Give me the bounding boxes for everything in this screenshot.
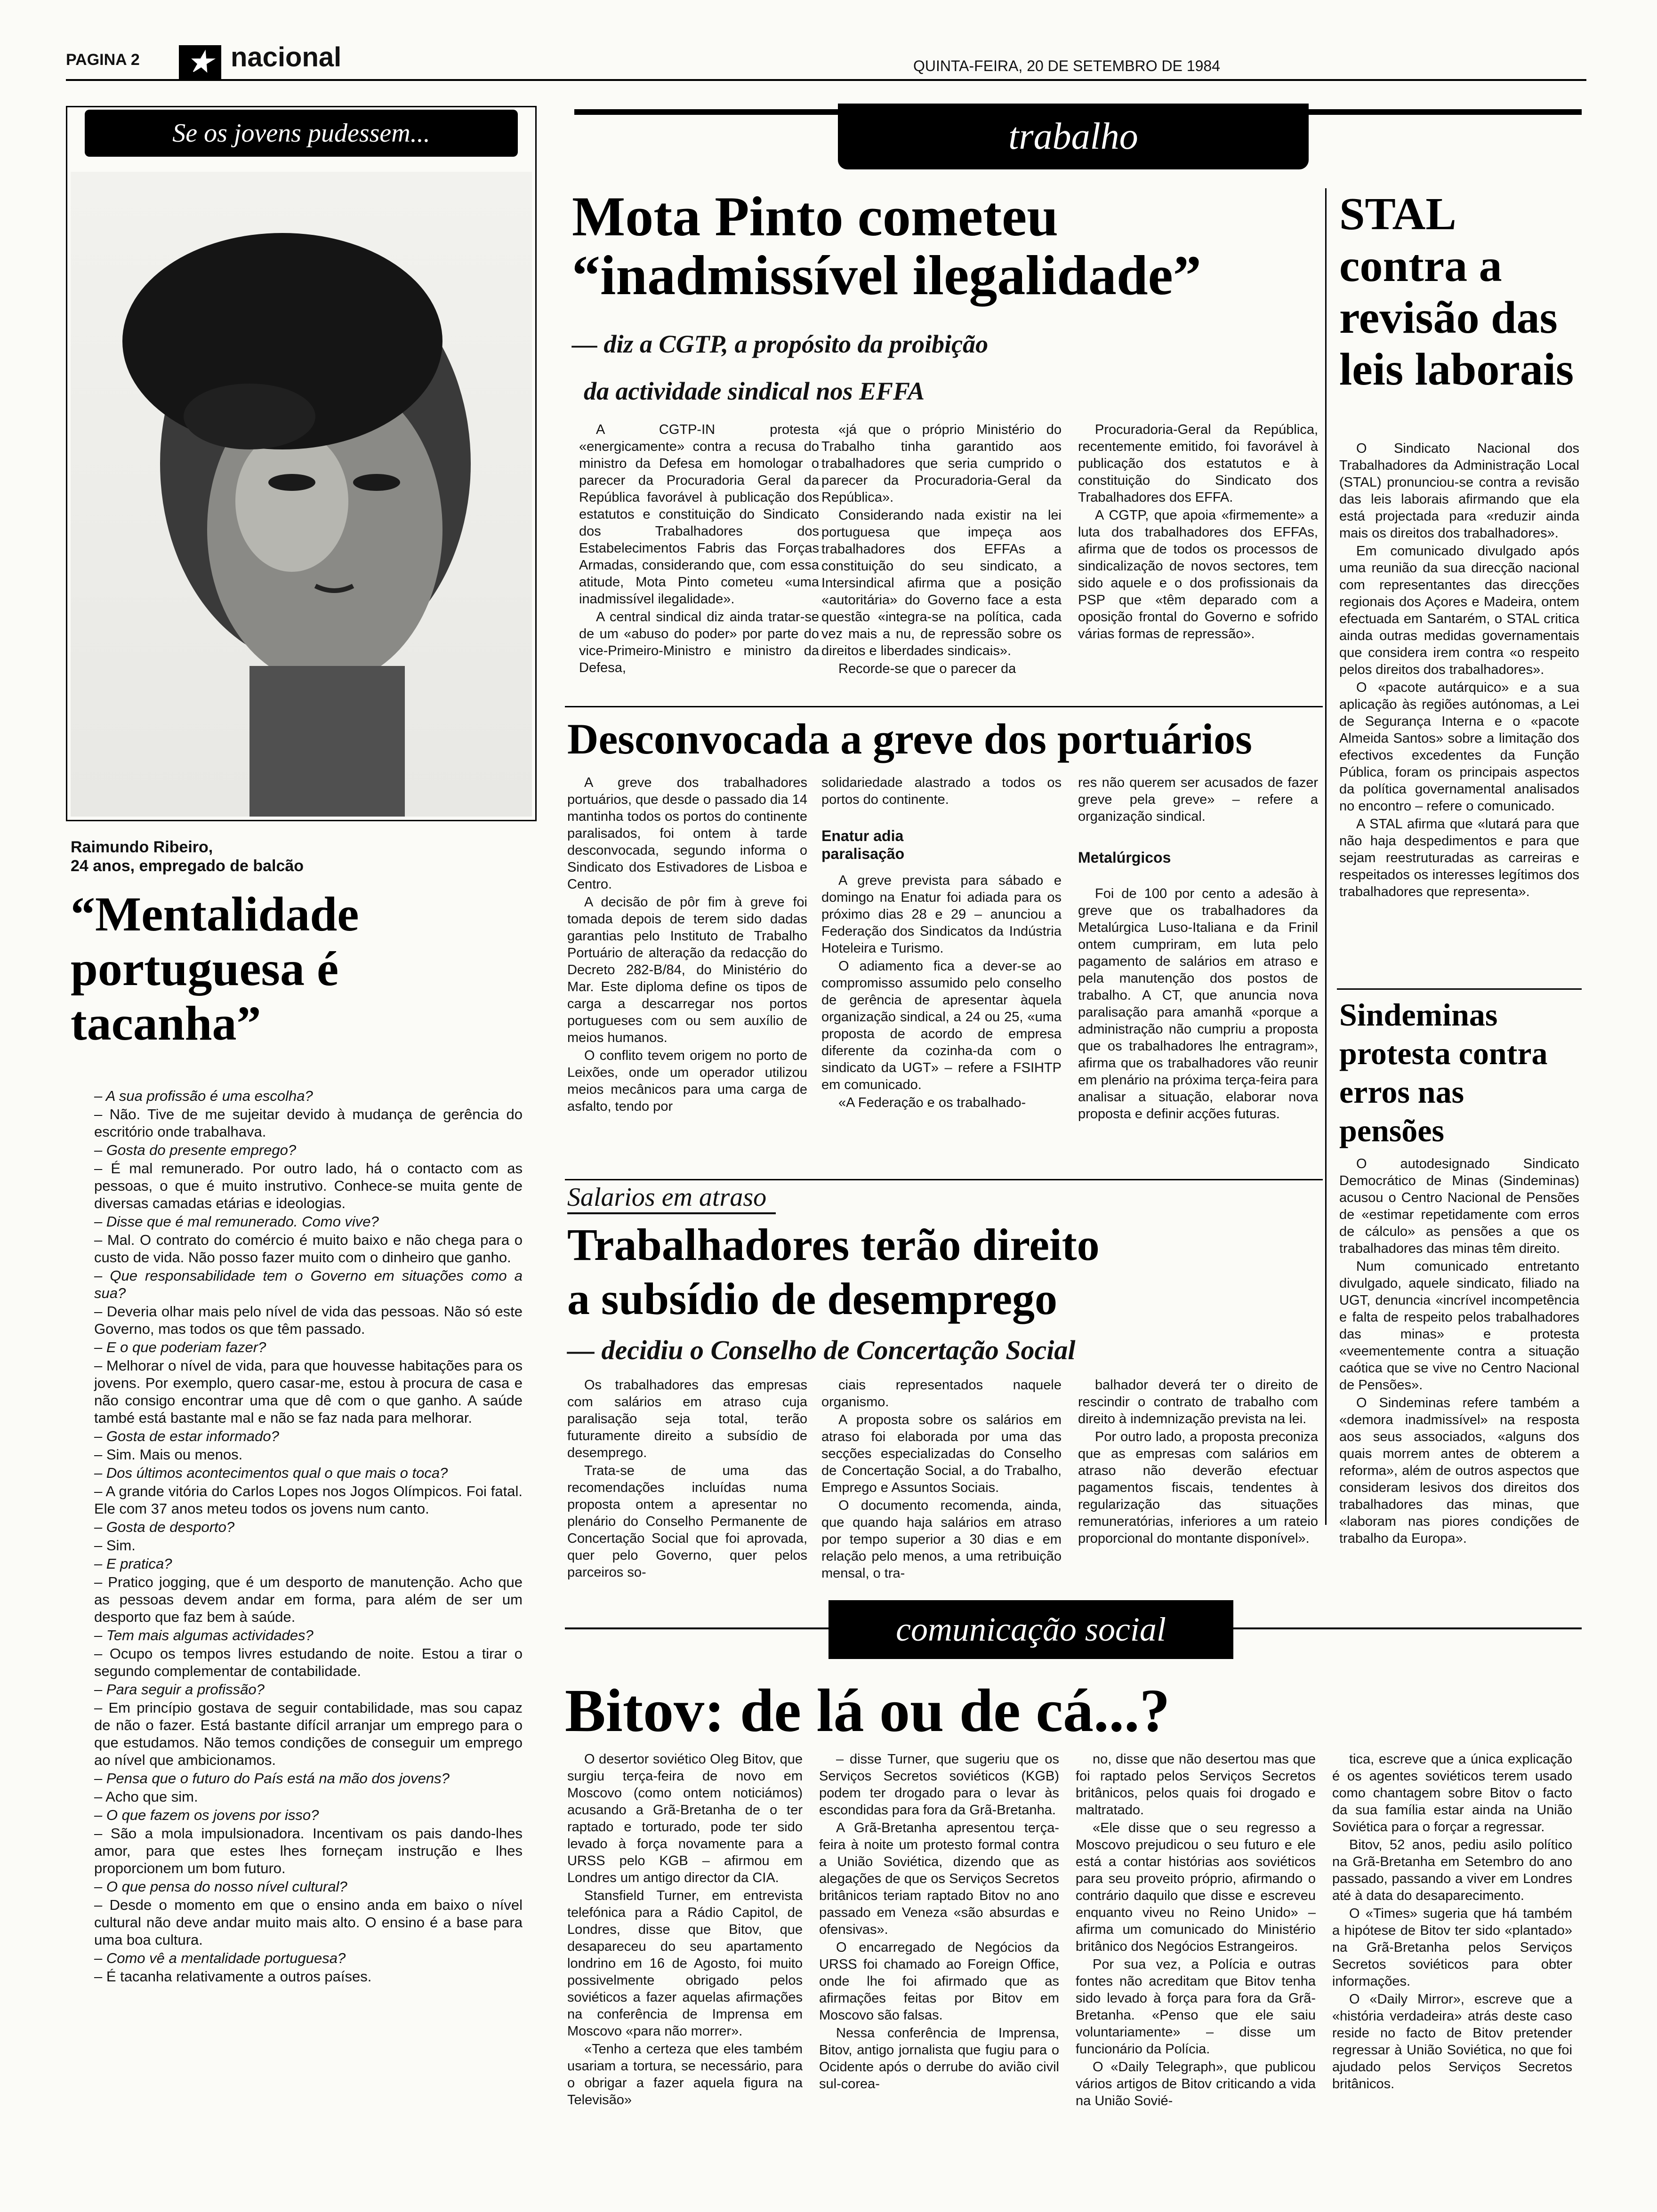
paragraph: O «Times» sugeria que há também a hipótese de Bitov ter sido «plantado» na Grã-Bretanha pelos Serviços Secretos soviéticos para obter informações. bbox=[1332, 1906, 1572, 1989]
paragraph: – disse Turner, que sugeriu que os Serviços Secretos soviéticos (KGB) podem ter drogado para o levar às escondidas para fora da Grã-Bretanha. bbox=[819, 1752, 1059, 1818]
youth-banner-text: Se os jovens pudessem... bbox=[172, 119, 430, 148]
paragraph: A proposta sobre os salários em atraso foi elaborada por uma das secções especializadas do Conselho de Concertação Social, a do Trabalho, Emprego e Assuntos Sociais. bbox=[821, 1412, 1062, 1495]
paragraph: O documento recomenda, ainda, que quando haja salários em atraso por tempo superior a 30 dias e em relação pelo menos, a uma retribuição mensal, o tra- bbox=[821, 1498, 1062, 1581]
comunicacao-rule-left bbox=[565, 1627, 828, 1629]
paragraph: O desertor soviético Oleg Bitov, que surgiu terça-feira de novo em Moscovo (como ontem noticiámos) acusando a Grã-Bretanha de o ter raptado e torturado, pode ter sido levado à força novamente para a URSS pelo KGB – afirmou em Londres um antigo director da CIA. bbox=[567, 1752, 803, 1885]
greve-headline: Desconvocada a greve dos portuários bbox=[567, 715, 1252, 763]
interview-headline: “Mentalidade portuguesa é tacanha” bbox=[71, 887, 359, 1050]
vertical-divider bbox=[1325, 188, 1327, 1525]
greve-col-3-wrap bbox=[1078, 774, 1318, 1123]
enatur-subhead: Enatur adia paralisação bbox=[821, 827, 905, 862]
bitov-col-4 bbox=[1332, 1751, 1572, 2093]
paragraph: Por sua vez, a Polícia e outras fontes não acreditam que Bitov tenha sido levado à força para fora da Grã-Bretanha. «Penso que ele saiu voluntariamente» – disse um funcionário da Polícia. bbox=[1076, 1957, 1316, 2057]
sindeminas-headline: Sindeminas protesta contra erros nas pensões bbox=[1339, 997, 1548, 1148]
sindeminas-rule bbox=[1337, 988, 1582, 990]
section-logo-icon: ★ bbox=[179, 45, 221, 79]
salarios-headline-2: a subsídio de desemprego bbox=[567, 1274, 1058, 1324]
masthead-rule bbox=[66, 79, 1586, 81]
interview-question: – E o que poderiam fazer? bbox=[94, 1339, 266, 1355]
comunicacao-banner-text: comunicação social bbox=[896, 1611, 1166, 1648]
interview-answer: – É mal remunerado. Por outro lado, há o contacto com as pessoas, o que é muito instrutivo. Conhece-se muita gente de diversas camadas etárias e ideologias. bbox=[94, 1160, 523, 1211]
page-label: PAGINA 2 bbox=[66, 51, 140, 69]
paragraph: O conflito tevem origem no porto de Leixões, onde um operador utilizou meios mecânicos para uma carga de asfalto, tendo por bbox=[567, 1048, 807, 1114]
paragraph: Considerando nada existir na lei portuguesa que impeça aos trabalhadores dos EFFAs a constituição do seu sindicato, a Intersindical afirma que a posição «autoritária» do Governo face a esta questão «integra-se na política, cada vez mais a nu, de repressão sobre os direitos e liberdades sindicais». bbox=[821, 508, 1062, 658]
paragraph: Recorde-se que o parecer da bbox=[838, 661, 1016, 676]
paragraph: Trata-se de uma das recomendações incluídas numa proposta ontem a apresentar no plenário do Conselho Permanente de Concertação Social que foi aprovada, quer pelo Governo, quer pelos parceiros so- bbox=[567, 1463, 807, 1580]
paragraph: «A Federação e os trabalhado- bbox=[838, 1095, 1026, 1110]
interview-answer: – Deveria olhar mais pelo nível de vida das pessoas. Não só este Governo, mas todos os que têm passado. bbox=[94, 1303, 523, 1337]
paragraph: balhador deverá ter o direito de rescindir o contrato de trabalho com direito à indemnização prevista na lei. bbox=[1078, 1378, 1318, 1427]
comunicacao-rule-right bbox=[1233, 1627, 1582, 1629]
interview-question: – O que fazem os jovens por isso? bbox=[94, 1807, 319, 1823]
paragraph: O encarregado de Negócios da URSS foi chamado ao Foreign Office, onde lhe foi afirmado que as afirmações feitas por Bitov em Moscovo são falsas. bbox=[819, 1940, 1059, 2023]
greve-col-2-wrap bbox=[821, 774, 1062, 1112]
mota-headline-2: “inadmissível ilegalidade” bbox=[572, 244, 1201, 306]
trabalho-banner-text: trabalho bbox=[1008, 116, 1138, 157]
greve-col-3-top: res não querem ser acusados de fazer greve pela greve» – refere a organização sindical. bbox=[1078, 775, 1318, 824]
interview-body bbox=[71, 1087, 523, 1986]
paragraph: A greve prevista para sábado e domingo na Enatur foi adiada para os próximo dias 28 e 29 – anunciou a Federação dos Sindicatos da Indústria Hoteleira e Turismo. bbox=[821, 873, 1062, 956]
salarios-rule-top bbox=[565, 1179, 1323, 1180]
interview-question: – Pensa que o futuro do País está na mão dos jovens? bbox=[94, 1770, 450, 1787]
paragraph: Os trabalhadores das empresas com salários em atraso cuja paralisação seja total, terão futuramente direito a subsídio de desemprego. bbox=[567, 1378, 807, 1460]
paragraph: A STAL afirma que «lutará para que não haja despedimentos e para que sejam reestruturadas as carreiras e respeitados os interesses legítimos dos trabalhadores que representa». bbox=[1339, 817, 1579, 899]
paragraph: ciais representados naquele organismo. bbox=[821, 1378, 1062, 1410]
paragraph: O «Daily Telegraph», que publicou vários artigos de Bitov criticando a vida na União Sovié- bbox=[1076, 2060, 1316, 2108]
trabalho-rule-right bbox=[1309, 109, 1582, 115]
interview-answer: – É tacanha relativamente a outros países. bbox=[94, 1968, 372, 1985]
paragraph: A CGTP-IN protesta «energicamente» contra a recusa do ministro da Defesa em homologar o parecer da Procuradoria Geral da República favorável à publicação dos estatutos e constituição do Sindicato dos Trabalhadores dos Estabelecimentos Fabris das Forças Armadas, considerando que, com essa atitude, Mota Pinto cometeu «uma inadmissível ilegalidade». bbox=[579, 422, 819, 607]
portrait-photo bbox=[71, 172, 532, 817]
section-name: nacional bbox=[231, 42, 342, 72]
mota-col-3 bbox=[1078, 421, 1318, 643]
bitov-headline: Bitov: de lá ou de cá...? bbox=[565, 1677, 1170, 1745]
greve-col-3 bbox=[1078, 885, 1318, 1122]
salarios-subheadline: — decidiu o Conselho de Concertação Social bbox=[567, 1335, 1076, 1365]
greve-rule-top bbox=[565, 706, 1323, 707]
interview-answer: – Sim. Mais ou menos. bbox=[94, 1446, 243, 1463]
interview-answer: – Em princípio gostava de seguir contabilidade, mas sou capaz de não o fazer. Está bastante difícil arranjar um emprego para o que estudamos. Não temos condições de conseguir um emprego ao nível que ambicionamos. bbox=[94, 1699, 523, 1768]
interview-answer: – Pratico jogging, que é um desporto de manutenção. Acho que as pessoas devem andar em forma, para além de ser um desporto que faz bem à saúde. bbox=[94, 1574, 523, 1625]
paragraph: Em comunicado divulgado após uma reunião da sua direcção nacional com representantes das direcções regionais dos Açores e Madeira, ontem efectuada em Santarém, o STAL critica ainda outras medidas governamentais que considera irem contra «o respeito pelos direitos dos trabalhadores». bbox=[1339, 544, 1579, 677]
interview-answer: – Mal. O contrato do comércio é muito baixo e não chega para o custo de vida. Não posso fazer muito com o dinheiro que ganho. bbox=[94, 1232, 523, 1266]
mota-subheadline-1: — diz a CGTP, a propósito da proibição bbox=[572, 330, 989, 358]
mota-headline-1: Mota Pinto cometeu bbox=[572, 185, 1059, 248]
paragraph: Por outro lado, a proposta preconiza que as empresas com salários em atraso não deverão efectuar pagamentos fiscais, tendentes à regularização das situações remuneratórias, inferiores a um rateio proporcional do montante disponível». bbox=[1078, 1429, 1318, 1546]
bitov-col-3 bbox=[1076, 1751, 1316, 2110]
paragraph: O autodesignado Sindicato Democrático de Minas (Sindeminas) acusou o Centro Nacional de Pensões de «estimar repetidamente com erros de cálculo» as pensões a que os trabalhadores das minas têm direito. bbox=[1339, 1156, 1579, 1256]
paragraph: O Sindicato Nacional dos Trabalhadores da Administração Local (STAL) pronunciou-se contra a revisão das leis laborais afirmando que ela está projectada para «reduzir ainda mais os direitos dos trabalhadores». bbox=[1339, 441, 1579, 541]
left-column bbox=[66, 106, 537, 2111]
paragraph: A Grã-Bretanha apresentou terça-feira à noite um protesto formal contra a União Soviética, dizendo que as alegações de que os Serviços Secretos britânicos teriam raptado Bitov no ano passado em Veneza «são absurdas e ofensivas». bbox=[819, 1820, 1059, 1937]
masthead bbox=[0, 0, 1657, 85]
mota-col-2 bbox=[821, 421, 1062, 678]
interview-question: – Gosta do presente emprego? bbox=[94, 1142, 297, 1158]
paragraph: Stansfield Turner, em entrevista telefónica para a Rádio Capitol, de Londres, disse que Bitov, que desapareceu do seu apartamento londrino em 16 de Agosto, foi muito possivelmente obrigado pelos soviéticos a fazer aquelas afirmações na conferência de Imprensa em Moscovo «para não morrer». bbox=[567, 1888, 803, 2039]
paragraph: O «Daily Mirror», escreve que a «história verdadeira» atrás deste caso reside no facto de Bitov pretender regressar à União Soviética, no que foi ajudado pelos Serviços Secretos britânicos. bbox=[1332, 1992, 1572, 2092]
interview-question: – Como vê a mentalidade portuguesa? bbox=[94, 1950, 346, 1966]
paragraph: O adiamento fica a dever-se ao compromisso assumido pelo conselho de gerência de apresentar àquela organização sindical, a 24 ou 25, «uma proposta de acordo de empresa diferente da cozinha-da com o sindicato da UGT» – refere a FSIHTP em comunicado. bbox=[821, 959, 1062, 1092]
bitov-col-1 bbox=[567, 1751, 803, 2109]
salarios-kicker: Salarios em atraso bbox=[567, 1182, 776, 1214]
interview-question: – Gosta de estar informado? bbox=[94, 1428, 279, 1444]
sindeminas-body bbox=[1339, 1155, 1579, 1548]
paragraph: A CGTP, que apoia «firmemente» a luta dos trabalhadores dos EFFAs, afirma que de todos os processos de sindicalização de novos sectores, tem sido aquele e o dos profissionais da PSP que «têm deparado com a oposição frontal do Governo e sofrido várias formas de repressão». bbox=[1078, 508, 1318, 641]
paragraph: no, disse que não desertou mas que foi raptado pelos Serviços Secretos britânicos, pelos quais foi drogado e maltratado. bbox=[1076, 1752, 1316, 1818]
interview-answer: – Não. Tive de me sujeitar devido à mudança de gerência do escritório onde trabalhava. bbox=[94, 1106, 523, 1140]
issue-date: QUINTA-FEIRA, 20 DE SETEMBRO DE 1984 bbox=[913, 57, 1221, 74]
stal-body bbox=[1339, 440, 1579, 901]
paragraph: A greve dos trabalhadores portuários, que desde o passado dia 14 mantinha todos os portos do continente paralisados, foi ontem à tarde desconvocada, segundo informa o Sindicato dos Estivadores de Lisboa e Centro. bbox=[567, 775, 807, 892]
interview-question: – Para seguir a profissão? bbox=[94, 1681, 265, 1698]
interview-question: – O que pensa do nosso nível cultural? bbox=[94, 1878, 347, 1895]
paragraph: A decisão de pôr fim à greve foi tomada depois de terem sido dadas garantias pelo Instituto de Trabalho Portuário de alteração da redacção do Decreto 282-B/84, do Ministério do Mar. Este diploma define os tipos de carga a descarregar nos portos portugueses com ou sem auxílio de meios humanos. bbox=[567, 895, 807, 1045]
greve-col-1 bbox=[567, 774, 807, 1116]
paragraph: «Ele disse que o seu regresso a Moscovo prejudicou o seu futuro e ele está a contar histórias aos soviéticos para seu proveito próprio, afirmando o contrário daquilo que disse e escreveu enquanto viveu no Reino Unido» – afirma um comunicado do Ministério britânico dos Negócios Estrangeiros. bbox=[1076, 1820, 1316, 1954]
salarios-col-2 bbox=[821, 1377, 1062, 1583]
salarios-col-3 bbox=[1078, 1377, 1318, 1548]
stal-headline: STAL contra a revisão das leis laborais bbox=[1339, 189, 1574, 395]
interview-question: – Disse que é mal remunerado. Como vive? bbox=[94, 1213, 379, 1230]
paragraph: Procuradoria-Geral da República, recentemente emitido, foi favorável à publicação dos estatutos e à constituição do Sindicato dos Trabalhadores dos EFFA. bbox=[1078, 422, 1318, 505]
paragraph: tica, escreve que a única explicação é os agentes soviéticos terem usado como chantagem sobre Bitov o facto da sua família estar ainda na União Soviética para o forçar a regressar. bbox=[1332, 1752, 1572, 1835]
paragraph: Nessa conferência de Imprensa, Bitov, antigo jornalista que fugiu para o Ocidente após o derrube do avião civil sul-corea- bbox=[819, 2026, 1059, 2092]
paragraph: O Sindeminas refere também a «demora inadmissível» na resposta aos seus associados, «alguns dos quais morrem antes de obterem a reforma», além de outros aspectos que consideram lesivos dos direitos dos trabalhadores das minas, que «laboram nas piores condições de trabalho da Europa». bbox=[1339, 1395, 1579, 1546]
salarios-headline-1: Trabalhadores terão direito bbox=[567, 1219, 1100, 1270]
paragraph: Bitov, 52 anos, pediu asilo político na Grã-Bretanha em Setembro do ano passado, passando a viver em Londres até à data do desaparecimento. bbox=[1332, 1837, 1572, 1903]
bitov-col-2 bbox=[819, 1751, 1059, 2093]
interview-question: – Que responsabilidade tem o Governo em situações como a sua? bbox=[94, 1267, 523, 1301]
paragraph: Foi de 100 por cento a adesão à greve que os trabalhadores da Metalúrgica Luso-Italiana e da Frinil ontem cumpriram, em luta pelo pagamento de salários em atraso e pela manutenção dos postos de trabalho. A CT, que anuncia nova paralisação para amanhã «porque a administração não cumpriu a proposta que os trabalhadores lhe entragram», afirma que os trabalhadores vão reunir em plenário na próxima terça-feira para analisar a situação, elaborar nova proposta e definir acções futuras. bbox=[1078, 886, 1318, 1122]
interview-question: – Tem mais algumas actividades? bbox=[94, 1627, 314, 1643]
trabalho-banner bbox=[838, 104, 1309, 169]
interview-answer: – Ocupo os tempos livres estudando de noite. Estou a tirar o segundo complementar de contabilidade. bbox=[94, 1645, 523, 1679]
interview-answer: – Melhorar o nível de vida, para que houvesse habitações para os jovens. Por exemplo, quero casar-me, estou à procura de casa e não consigo encontrar uma que dê com o que ganho. A saúde també está bastante mal e não se faz nada para melhorar. bbox=[94, 1357, 523, 1426]
photo-caption-detail: 24 anos, empregado de balcão bbox=[71, 857, 304, 875]
mota-subheadline-2: da actividade sindical nos EFFA bbox=[584, 377, 925, 405]
paragraph: A central sindical diz ainda tratar-se de um «abuso do poder» por parte do vice-Primeiro-Ministro e ministro da Defesa, bbox=[579, 609, 819, 675]
paragraph: «já que o próprio Ministério do Trabalho tinha garantido aos trabalhadores que seria cumprido o parecer da Procuradoria-Geral da República». bbox=[821, 422, 1062, 505]
portrait-svg bbox=[71, 172, 532, 817]
interview-answer: – Desde o momento em que o ensino anda em baixo o nível cultural não deve andar muito mais alto. O ensino é a base para uma boa cultura. bbox=[94, 1897, 523, 1948]
interview-question: – A sua profissão é uma escolha? bbox=[94, 1088, 313, 1104]
mota-col-1 bbox=[579, 421, 819, 677]
photo-caption-name: Raimundo Ribeiro, bbox=[71, 838, 213, 856]
paragraph: Num comunicado entretanto divulgado, aquele sindicato, filiado na UGT, denuncia «incrível incompetência e falta de respeito pelos trabalhadores das minas» e protesta «veementemente contra a situação caótica que se vive no Centro Nacional de Pensões». bbox=[1339, 1259, 1579, 1393]
interview-question: – Dos últimos acontecimentos qual o que mais o toca? bbox=[94, 1465, 448, 1481]
salarios-col-1 bbox=[567, 1377, 807, 1582]
interview-answer: – São a mola impulsionadora. Incentivam os pais dando-lhes amor, para que estes lhes forneçam instrução e lhes proporcionem um bom futuro. bbox=[94, 1825, 523, 1876]
interview-question: – Gosta de desporto? bbox=[94, 1519, 235, 1535]
greve-col-2 bbox=[821, 872, 1062, 1111]
interview-answer: – Acho que sim. bbox=[94, 1788, 198, 1805]
trabalho-rule-left bbox=[574, 109, 838, 115]
paragraph: O «pacote autárquico» e a sua aplicação às regiões autónomas, a Lei de Segurança Interna e o «pacote Almeida Santos» sobre a limitação dos efectivos excedentes da Função Pública, foram os principais aspectos da política governamental analisados no encontro – refere o comunicado. bbox=[1339, 680, 1579, 814]
comunicacao-banner bbox=[828, 1600, 1233, 1659]
greve-col-2-top: solidariedade alastrado a todos os portos do continente. bbox=[821, 775, 1062, 807]
interview-answer: – A grande vitória do Carlos Lopes nos Jogos Olímpicos. Foi fatal. Ele com 37 anos meteu todos os jovens num canto. bbox=[94, 1483, 523, 1517]
paragraph: «Tenho a certeza que eles também usariam a tortura, se necessário, para o obrigar a fazer aquela figura na Televisão» bbox=[567, 2042, 803, 2108]
interview-answer: – Sim. bbox=[94, 1537, 136, 1554]
metalurgicos-subhead: Metalúrgicos bbox=[1078, 849, 1171, 866]
youth-banner bbox=[85, 110, 518, 157]
interview-question: – E pratica? bbox=[94, 1555, 172, 1572]
